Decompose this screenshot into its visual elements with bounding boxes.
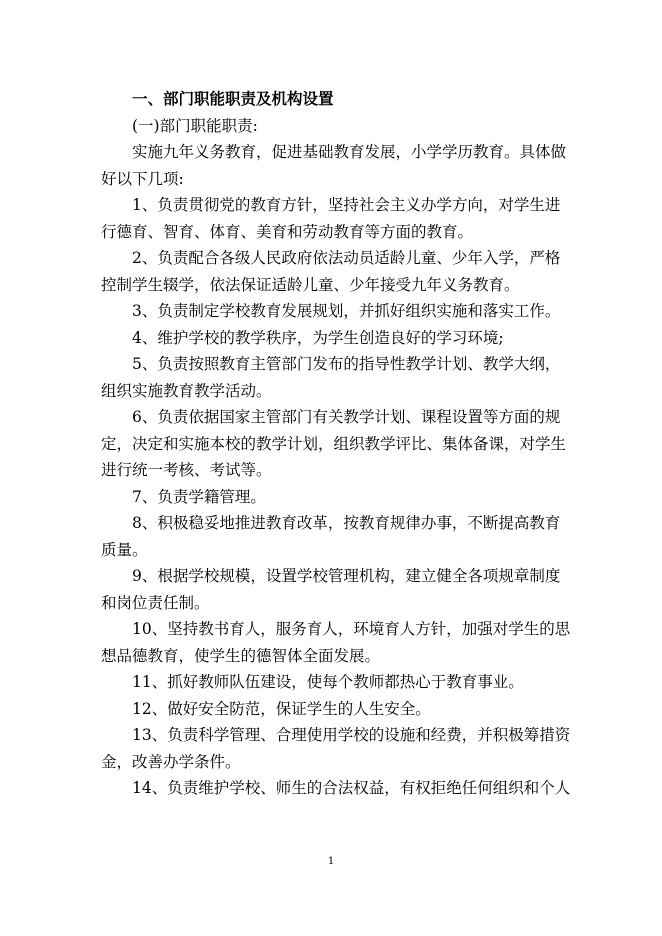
- paragraph: [101, 669, 562, 696]
- paragraph: [101, 245, 562, 298]
- paragraph-line: 1、负责贯彻党的教育方针，坚持社会主义办学方向，对学生进: [132, 196, 561, 214]
- paragraph: [101, 510, 562, 563]
- paragraph-line: 2、负责配合各级人民政府依法动员适龄儿童、少年入学，严格: [132, 249, 561, 267]
- paragraph-line: 3、负责制定学校教育发展规划，并抓好组织实施和落实工作。: [132, 302, 561, 320]
- paragraph: [101, 563, 562, 616]
- paragraph: [101, 775, 571, 802]
- paragraph-line: 12、做好安全防范，保证学生的人生安全。: [132, 699, 431, 718]
- paragraph-line: 13、负责科学管理、合理使用学校的设施和经费，并积极筹措资: [132, 726, 571, 744]
- paragraph-line: 质量。: [101, 540, 148, 559]
- paragraph-line: 好以下几项:: [101, 169, 184, 188]
- document-body: [101, 86, 571, 802]
- paragraph-line: 定，决定和实施本校的教学计划，组织教学评比、集体备课，对学生: [101, 434, 567, 453]
- paragraph-line: 14、负责维护学校、师生的合法权益，有权拒绝任何组织和个人: [132, 779, 571, 797]
- paragraph-line: 和岗位责任制。: [101, 593, 210, 612]
- paragraph: [101, 351, 562, 404]
- subsection-heading-text: (一)部门职能职责:: [132, 116, 258, 135]
- subsection-heading: [101, 113, 562, 140]
- paragraph-line: 5、负责按照教育主管部门发布的指导性教学计划、教学大纲，: [132, 355, 561, 373]
- paragraph: [101, 298, 562, 325]
- paragraph-line: 进行统一考核、考试等。: [101, 461, 272, 479]
- page-number: 1: [327, 856, 335, 867]
- paragraph-line: 7、负责学籍管理。: [132, 487, 266, 506]
- paragraph-line: 实施九年义务教育，促进基础教育发展，小学学历教育。具体做: [132, 143, 567, 161]
- paragraph-list: [101, 139, 571, 802]
- paragraph: [101, 139, 567, 192]
- paragraph-line: 10、坚持教书育人，服务育人，环境育人方针，加强对学生的思: [132, 620, 571, 638]
- paragraph: [101, 325, 562, 352]
- paragraph-line: 4、维护学校的教学秩序，为学生创造良好的学习环境;: [132, 328, 504, 347]
- paragraph-line: 控制学生辍学，依法保证适龄儿童、少年接受九年义务教育。: [101, 275, 520, 294]
- paragraph: [101, 404, 567, 484]
- paragraph-line: 行德育、智育、体育、美育和劳动教育等方面的教育。: [101, 222, 474, 241]
- paragraph: [101, 484, 562, 511]
- paragraph-line: 金，改善办学条件。: [101, 752, 241, 771]
- paragraph: [101, 616, 571, 669]
- paragraph: [101, 696, 562, 723]
- paragraph-line: 6、负责依据国家主管部门有关教学计划、课程设置等方面的规: [132, 408, 561, 426]
- paragraph: [101, 722, 571, 775]
- paragraph-line: 想品德教育，使学生的德智体全面发展。: [101, 646, 381, 665]
- section-heading: 一、部门职能职责及机构设置: [132, 90, 334, 108]
- paragraph-line: 组织实施教育教学活动。: [101, 381, 272, 400]
- paragraph-line: 9、根据学校规模，设置学校管理机构，建立健全各项规章制度: [132, 567, 561, 585]
- paragraph-line: 11、抓好教师队伍建设，使每个教师都热心于教育事业。: [132, 673, 524, 691]
- paragraph-line: 8、积极稳妥地推进教育改革，按教育规律办事，不断提高教育: [132, 514, 561, 532]
- paragraph: [101, 192, 562, 245]
